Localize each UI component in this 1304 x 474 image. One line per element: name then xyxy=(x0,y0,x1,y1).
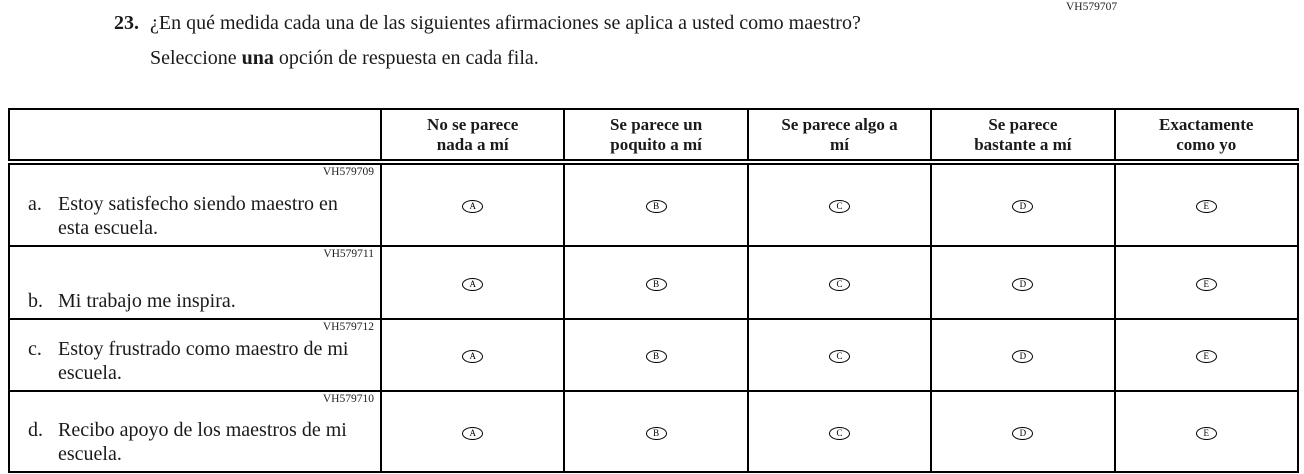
table-row-c xyxy=(9,319,1298,391)
answer-bubble-d-D[interactable]: D xyxy=(1012,427,1033,440)
answer-bubble-d-A[interactable]: A xyxy=(462,427,483,440)
answer-cell-a-B xyxy=(564,162,747,246)
statement-cell-d xyxy=(9,391,381,472)
answer-bubble-d-E[interactable]: E xyxy=(1196,427,1217,440)
response-matrix-table xyxy=(8,108,1299,473)
column-header-line: nada a mí xyxy=(436,134,509,154)
answer-cell-b-D xyxy=(931,246,1114,319)
answer-bubble-b-B[interactable]: B xyxy=(646,278,667,291)
answer-cell-b-E xyxy=(1115,246,1298,319)
answer-bubble-b-A[interactable]: A xyxy=(462,278,483,291)
row-accession-code: VH579709 xyxy=(322,166,374,178)
answer-bubble-c-B[interactable]: B xyxy=(646,350,667,363)
column-header-line: Exactamente xyxy=(1159,114,1254,134)
row-accession-code: VH579712 xyxy=(322,321,374,333)
column-header-line: No se parece xyxy=(427,114,519,134)
statement-letter: d. xyxy=(28,419,43,441)
answer-cell-c-C xyxy=(748,319,931,391)
statement-words: Estoy satisfecho siendo maestro en esta escuela. xyxy=(58,193,338,239)
answer-cell-d-C xyxy=(748,391,931,472)
statement-text-c xyxy=(20,337,376,385)
column-header-line: mí xyxy=(830,134,849,154)
answer-bubble-c-A[interactable]: A xyxy=(462,350,483,363)
column-header-se-parece-bastante xyxy=(931,109,1114,162)
answer-cell-b-A xyxy=(381,246,564,319)
answer-bubble-a-B[interactable]: B xyxy=(646,200,667,213)
answer-bubble-a-C[interactable]: C xyxy=(829,200,850,213)
answer-bubble-d-C[interactable]: C xyxy=(829,427,850,440)
answer-bubble-b-E[interactable]: E xyxy=(1196,278,1217,291)
answer-bubble-d-B[interactable]: B xyxy=(646,427,667,440)
statement-letter: b. xyxy=(28,290,43,312)
table-row-d xyxy=(9,391,1298,472)
question-accession-code: VH579707 xyxy=(1066,1,1118,13)
table-header-row xyxy=(9,109,1298,162)
column-header-line: Se parece un xyxy=(609,114,703,134)
question-number: 23. xyxy=(114,12,139,34)
column-header-line: bastante a mí xyxy=(974,134,1072,154)
statement-cell-c xyxy=(9,319,381,391)
statement-text-a xyxy=(20,192,376,240)
statement-letter: a. xyxy=(28,193,42,215)
statement-text-d xyxy=(20,418,376,466)
column-header-no-se-parece-nada xyxy=(381,109,564,162)
question-block xyxy=(114,10,1094,71)
column-header-se-parece-un-poquito xyxy=(564,109,747,162)
answer-cell-d-E xyxy=(1115,391,1298,472)
answer-cell-d-D xyxy=(931,391,1114,472)
answer-cell-a-C xyxy=(748,162,931,246)
column-header-line: poquito a mí xyxy=(610,134,702,154)
answer-cell-c-B xyxy=(564,319,747,391)
answer-cell-c-E xyxy=(1115,319,1298,391)
row-accession-code: VH579710 xyxy=(322,393,374,405)
answer-bubble-a-D[interactable]: D xyxy=(1012,200,1033,213)
statement-words: Estoy frustrado como maestro de mi escuela. xyxy=(58,338,349,384)
answer-bubble-c-E[interactable]: E xyxy=(1196,350,1217,363)
answer-bubble-c-D[interactable]: D xyxy=(1012,350,1033,363)
table-row-b xyxy=(9,246,1298,319)
question-instruction xyxy=(150,45,1094,71)
column-header-line: Se parece algo a xyxy=(781,114,898,134)
statement-words: Recibo apoyo de los maestros de mi escuela. xyxy=(58,419,347,465)
answer-cell-d-B xyxy=(564,391,747,472)
table-row-a xyxy=(9,162,1298,246)
statement-cell-a xyxy=(9,162,381,246)
answer-cell-c-D xyxy=(931,319,1114,391)
statement-cell-b xyxy=(9,246,381,319)
header-empty-cell xyxy=(9,109,381,162)
answer-bubble-c-C[interactable]: C xyxy=(829,350,850,363)
answer-bubble-b-C[interactable]: C xyxy=(829,278,850,291)
answer-cell-d-A xyxy=(381,391,564,472)
answer-cell-a-A xyxy=(381,162,564,246)
instruction-suffix: opción de respuesta en cada fila. xyxy=(273,47,539,69)
column-header-exactamente-como-yo xyxy=(1115,109,1298,162)
answer-cell-b-C xyxy=(748,246,931,319)
answer-cell-c-A xyxy=(381,319,564,391)
answer-bubble-a-A[interactable]: A xyxy=(462,200,483,213)
answer-bubble-a-E[interactable]: E xyxy=(1196,200,1217,213)
answer-cell-a-D xyxy=(931,162,1114,246)
instruction-prefix: Seleccione xyxy=(150,47,242,69)
statement-words: Mi trabajo me inspira. xyxy=(58,290,236,312)
statement-text-b xyxy=(20,289,376,313)
answer-cell-b-B xyxy=(564,246,747,319)
question-line xyxy=(114,10,1094,36)
instruction-bold-word: una xyxy=(241,47,274,69)
column-header-line: como yo xyxy=(1176,134,1237,154)
answer-cell-a-E xyxy=(1115,162,1298,246)
statement-letter: c. xyxy=(28,338,42,360)
row-accession-code: VH579711 xyxy=(323,248,374,260)
question-text: ¿En qué medida cada una de las siguientes afirmaciones se aplica a usted como maestro? xyxy=(150,12,861,34)
answer-bubble-b-D[interactable]: D xyxy=(1012,278,1033,291)
column-header-line: Se parece xyxy=(988,114,1058,134)
column-header-se-parece-algo xyxy=(748,109,931,162)
